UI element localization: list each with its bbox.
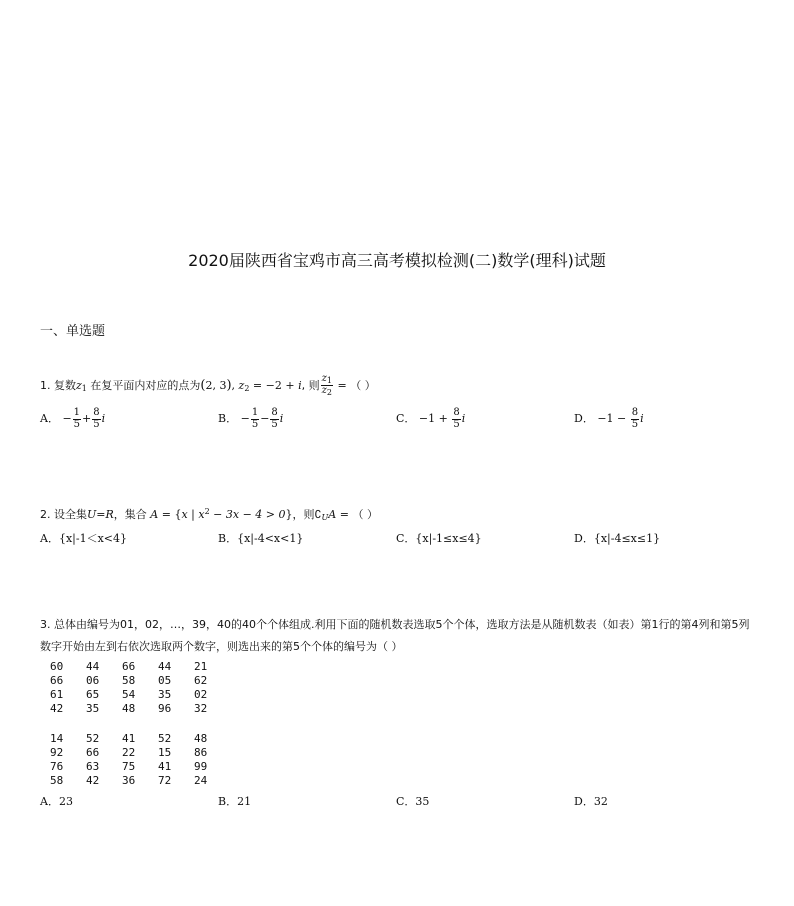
- q2-universe: U=R: [87, 508, 114, 521]
- table-row: [50, 746, 230, 760]
- table-cell: 75: [122, 760, 136, 773]
- table-cell: 42: [50, 702, 64, 715]
- q3-option-d[interactable]: D．32: [574, 795, 608, 808]
- table-cell: 54: [122, 688, 136, 701]
- q1-option-a[interactable]: A． − $\frac{1}{5}$ + $\frac{8}{5}$ i: [40, 407, 106, 430]
- table-cell: 96: [158, 702, 172, 715]
- question-2-stem: 2. 设全集U=R，集合 A = {x | $x^2 - 3x - 4 > 0$}，则$∁_UA$ = （ ）: [40, 507, 378, 522]
- table-cell: 14: [50, 732, 64, 745]
- table-cell: 86: [194, 746, 208, 759]
- random-number-table-2: [50, 732, 230, 788]
- table-cell: 05: [158, 674, 172, 687]
- table-row: [50, 774, 230, 788]
- table-cell: 22: [122, 746, 136, 759]
- table-cell: 52: [86, 732, 100, 745]
- table-cell: 92: [50, 746, 64, 759]
- table-cell: 60: [50, 660, 64, 673]
- table-cell: 58: [122, 674, 136, 687]
- q1-option-b[interactable]: B． − $\frac{1}{5}$ − $\frac{8}{5}$ i: [218, 407, 284, 430]
- table-cell: 41: [122, 732, 136, 745]
- table-cell: 66: [122, 660, 136, 673]
- table-row: [50, 760, 230, 774]
- q3-option-b[interactable]: B．21: [218, 795, 252, 808]
- table-cell: 02: [194, 688, 208, 701]
- table-cell: 61: [50, 688, 64, 701]
- table-cell: 24: [194, 774, 208, 787]
- q2-option-c[interactable]: C．{x|-1≤x≤4}: [396, 532, 482, 545]
- q3-option-a[interactable]: A．23: [40, 795, 73, 808]
- table-cell: 36: [122, 774, 136, 787]
- q2-option-a[interactable]: A．{x|-1＜x<4}: [40, 532, 127, 545]
- q1-point: 2, 3: [205, 378, 227, 392]
- table-cell: 66: [50, 674, 64, 687]
- q2-option-b[interactable]: B．{x|-4<x<1}: [218, 532, 304, 545]
- q1-z1: $z_1$: [76, 378, 87, 393]
- q1-fraction: $\frac{z_1}{z_2}$: [321, 373, 332, 398]
- table-cell: 06: [86, 674, 100, 687]
- table-cell: 35: [86, 702, 100, 715]
- table-cell: 52: [158, 732, 172, 745]
- table-cell: 72: [158, 774, 172, 787]
- table-cell: 44: [158, 660, 172, 673]
- table-cell: 76: [50, 760, 64, 773]
- table-row: [50, 732, 230, 746]
- question-1-stem: 1. 复数$z_1$ 在复平面内对应的点为(2, 3), $z_2 = -2 + i$, 则 $\frac{z_1}{z_2}$ = （ ）: [40, 373, 376, 398]
- q3-option-c[interactable]: C．35: [396, 795, 430, 808]
- section-heading: 一、单选题: [40, 324, 106, 339]
- table-cell: 21: [194, 660, 208, 673]
- table-cell: 66: [86, 746, 100, 759]
- table-cell: 44: [86, 660, 100, 673]
- q1-mid1: 在复平面内对应的点为: [86, 378, 201, 392]
- table-cell: 48: [122, 702, 136, 715]
- page-title: 2020届陕西省宝鸡市高三高考模拟检测(二)数学(理科)试题: [188, 251, 606, 270]
- table-cell: 58: [50, 774, 64, 787]
- table-cell: 32: [194, 702, 208, 715]
- table-cell: 63: [86, 760, 100, 773]
- q1-option-c[interactable]: C． −1 + $\frac{8}{5}$ i: [396, 407, 466, 430]
- table-row: [50, 674, 230, 688]
- table-cell: 35: [158, 688, 172, 701]
- table-cell: 99: [194, 760, 208, 773]
- q1-option-d[interactable]: D． −1 − $\frac{8}{5}$ i: [574, 407, 644, 430]
- random-number-table-1: [50, 660, 230, 716]
- table-row: [50, 660, 230, 674]
- table-cell: 48: [194, 732, 208, 745]
- question-3-line-2: 数字开始由左到右依次选取两个数字，则选出来的第5个个体的编号为（ ）: [40, 640, 403, 653]
- table-row: [50, 702, 230, 716]
- question-3-line-1: 3. 总体由编号为01，02，…，39，40的40个个体组成.利用下面的随机数表选取5个个体，选取方法是从随机数表（如表）第1行的第4列和第5列: [40, 618, 750, 631]
- q1-z2: $z_2$: [238, 378, 250, 393]
- complement-symbol: ∁: [314, 508, 322, 521]
- q1-prefix: 1. 复数: [40, 378, 76, 392]
- table-cell: 65: [86, 688, 100, 701]
- table-cell: 15: [158, 746, 172, 759]
- table-row: [50, 688, 230, 702]
- q2-option-d[interactable]: D．{x|-4≤x≤1}: [574, 532, 661, 545]
- table-cell: 62: [194, 674, 208, 687]
- table-cell: 41: [158, 760, 172, 773]
- table-cell: 42: [86, 774, 100, 787]
